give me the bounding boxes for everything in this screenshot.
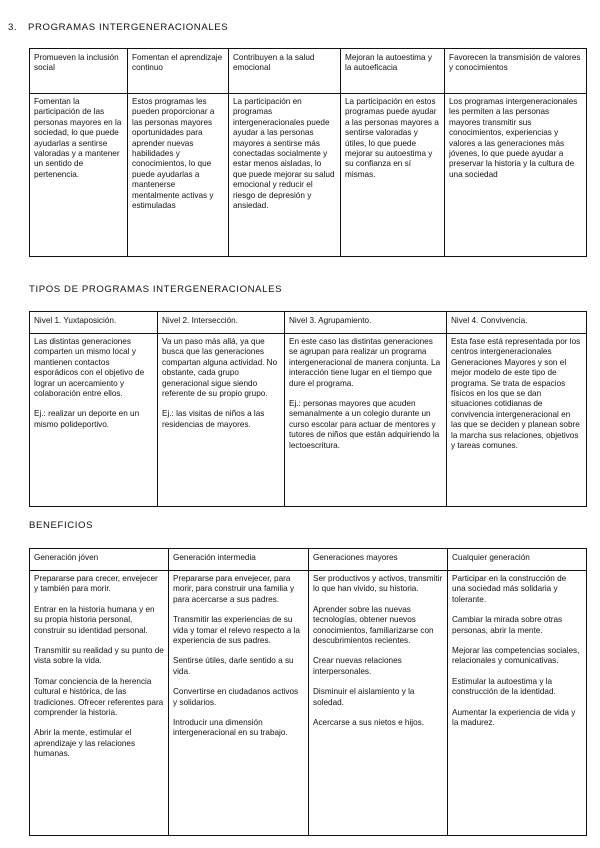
tipos-header: Nivel 1. Yuxtaposición. — [30, 312, 158, 334]
programas-header: Fomentan el aprendizaje continuo — [128, 49, 229, 94]
beneficio-item: Cambiar la mirada sobre otras personas, abrir la mente. — [452, 615, 563, 635]
beneficio-item: Mejorar las competencias sociales, relacionales y comunicativas. — [452, 646, 580, 666]
section1-heading — [8, 22, 228, 34]
beneficio-item: Sentirse útiles, darle sentido a su vida. — [173, 656, 294, 676]
section3-heading: BENEFICIOS — [29, 520, 94, 531]
programas-header: Promueven la inclusión social — [30, 49, 128, 94]
beneficio-item: Abrir la mente, estimular el aprendizaje y las relaciones humanas. — [34, 728, 136, 759]
beneficio-item: Transmitir las experiencias de su vida y tomar el relevo respecto a la experiencia de sus padres. — [173, 615, 300, 646]
tipos-cell — [285, 334, 447, 507]
beneficios-table — [29, 548, 587, 836]
beneficio-item: Prepararse para crecer, envejecer y también para morir. — [34, 574, 158, 594]
programas-header: Contribuyen a la salud emocional — [229, 49, 341, 94]
beneficios-header: Cualquier generación — [448, 549, 587, 571]
section1-number: 3. — [8, 22, 18, 33]
beneficio-item: Ser productivos y activos, transmitir lo que han vivido, su historia. — [313, 574, 443, 594]
section2-heading: TIPOS DE PROGRAMAS INTERGENERACIONALES — [29, 284, 283, 295]
beneficios-header: Generación jóven — [30, 549, 169, 571]
beneficios-cell — [309, 571, 448, 836]
tipos-table — [29, 311, 587, 507]
tipos-example: Ej.: realizar un deporte en un mismo polideportivo. — [34, 409, 140, 429]
programas-cell: Estos programas les pueden proporcionar a las personas mayores oportunidades para aprender nuevas habilidades y conocimientos, lo que puede ayudarlas a mantenerse mentalmente activas y estimuladas — [128, 94, 229, 257]
tipos-example: Ej.: personas mayores que acuden semanalmente a un colegio durante un curso escolar para actuar de mentores y tutores de niños que están adquiriendo la lectoescritura. — [289, 399, 440, 450]
tipos-header: Nivel 2. Intersección. — [158, 312, 285, 334]
programas-cell: Los programas intergeneracionales les permiten a las personas mayores transmitir sus conocimientos, experiencias y valores a las generaciones más jóvenes, lo que puede ayudar a preservar la historia y la cultura de una sociedad — [445, 94, 587, 257]
beneficios-cell — [448, 571, 587, 836]
beneficio-item: Estimular la autoestima y la construcción de la identidad. — [452, 676, 556, 697]
beneficios-header: Generaciones mayores — [309, 549, 448, 571]
tipos-paragraph: En este caso las distintas generaciones se agrupan para realizar un programa intergeneracional de manera conjunta. La interacción tiene lugar en el tiempo que dure el programa. — [289, 337, 441, 388]
tipos-example: Ej.: las visitas de niños a las residencias de mayores. — [162, 409, 265, 429]
tipos-header: Nivel 4. Convivencia. — [447, 312, 587, 334]
tipos-paragraph: Las distintas generaciones comparten un mismo local y mantienen contactos esporádicos con el objetivo de lograr un acercamiento y colaboración entre ellos. — [34, 337, 145, 399]
programas-cell: La participación en estos programas puede ayudar a las personas mayores a sentirse valoradas y útiles, lo que puede mejorar su autoestima y su confianza en sí mismas. — [341, 94, 445, 257]
tipos-header: Nivel 3. Agrupamiento. — [285, 312, 447, 334]
beneficio-item: Acercarse a sus nietos e hijos. — [313, 718, 425, 728]
tipos-cell — [30, 334, 158, 507]
programas-header: Favorecen la transmisión de valores y conocimientos — [445, 49, 587, 94]
beneficio-item: Crear nuevas relaciones interpersonales. — [313, 656, 402, 676]
beneficio-item: Transmitir su realidad y su punto de vista sobre la vida. — [34, 646, 164, 666]
beneficio-item: Prepararse para envejecer, para morir, para construir una familia y para acercarse a sus padres. — [173, 574, 295, 604]
programas-cell: La participación en programas intergeneracionales puede ayudar a las personas mayores a sentirse más conectadas socialmente y estar menos aisladas, lo que puede mejorar su salud emocional y reducir el riesgo de depresión y ansiedad. — [229, 94, 341, 257]
tipos-cell — [158, 334, 285, 507]
section1-title: PROGRAMAS INTERGENERACIONALES — [28, 22, 229, 33]
programas-header: Mejoran la autoestima y la autoeficacia — [341, 49, 445, 94]
beneficio-item: Disminuir el aislamiento y la soledad. — [313, 687, 415, 707]
beneficio-item: Aprender sobre las nuevas tecnologías, obtener nuevos conocimientos, familiarizarse con descubrimientos recientes. — [313, 604, 434, 646]
programas-table — [29, 48, 587, 257]
beneficio-item: Introducir una dimensión intergeneracional en su trabajo. — [173, 718, 288, 738]
beneficio-item: Tomar conciencia de la herencia cultural e histórica, de las tradiciones. Ofrecer referentes para comprender la historia. — [34, 676, 164, 718]
tipos-cell — [447, 334, 587, 507]
programas-cell: Fomentan la participación de las personas mayores en la sociedad, lo que puede ayudarlas a sentirse valoradas y a mantener un sentido de pertenencia. — [30, 94, 128, 257]
beneficio-item: Participar en la construcción de una sociedad más solidaria y tolerante. — [452, 574, 567, 604]
beneficios-header: Generación intermedia — [169, 549, 309, 571]
beneficio-item: Aumentar la experiencia de vida y la madurez. — [452, 707, 576, 728]
beneficio-item: Convertirse en ciudadanos activos y solidarios. — [173, 687, 299, 707]
beneficio-item: Entrar en la historia humana y en su propia historia personal, construir su identidad personal. — [34, 604, 155, 635]
beneficios-cell — [169, 571, 309, 836]
beneficios-cell — [30, 571, 169, 836]
tipos-paragraph: Va un paso más allá, ya que busca que las generaciones compartan alguna actividad. No obstante, cada grupo generacional sigue siendo referente de su propio grupo. — [162, 337, 278, 399]
tipos-paragraph: Esta fase está representada por los centros intergeneracionales Generaciones Mayores y son el mejor modelo de este tipo de programa. Se trata de espacios físicos en los que se dan situaciones cotidianas de convivencia intergeneracional en las que se deciden y planean sobre la marcha sus relaciones, objetivos y tareas comunes. — [451, 337, 581, 451]
